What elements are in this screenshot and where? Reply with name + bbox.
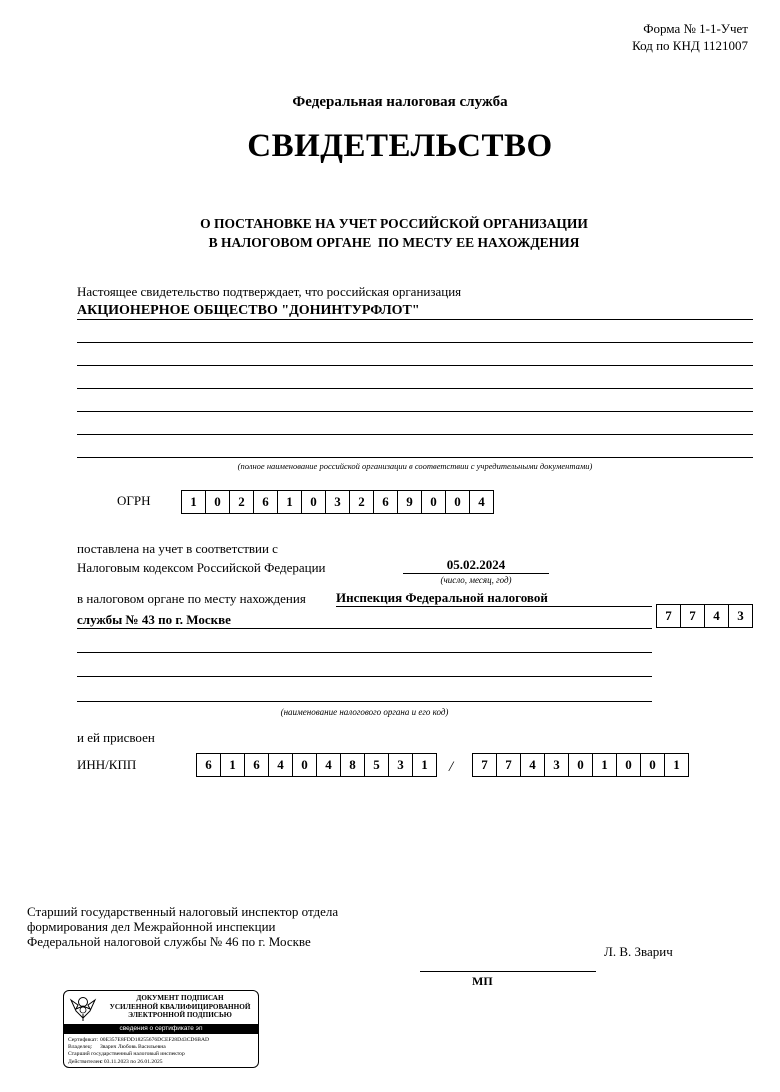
inn-kpp-label: ИНН/КПП [77, 757, 137, 772]
stamp-valid-value: с 03.11.2023 по 26.01.2025 [100, 1058, 163, 1065]
org-line-5 [77, 411, 753, 412]
kpp-digit: 1 [665, 754, 689, 776]
tax-office-line-1 [336, 606, 652, 607]
tax-office-name-1: Инспекция Федеральной налоговой [336, 590, 548, 605]
inn-digit: 5 [365, 754, 389, 776]
form-number: Форма № 1-1-Учет [643, 21, 748, 36]
inn-digit: 4 [269, 754, 293, 776]
ogrn-digit: 9 [398, 491, 422, 513]
registration-date: 05.02.2024 [446, 557, 506, 572]
kpp-digit: 3 [545, 754, 569, 776]
tax-office-code-digit: 4 [705, 605, 729, 627]
tax-office-line-3 [77, 652, 652, 653]
stamp-cert-label: Сертификат: [68, 1037, 99, 1043]
tax-office-code-digit: 7 [681, 605, 705, 627]
agency-name: Федеральная налоговая служба [292, 94, 508, 110]
kpp-digit: 7 [497, 754, 521, 776]
registered-line-1: поставлена на учет в соответствии с [77, 541, 278, 556]
tax-office-line-4 [77, 676, 652, 677]
inn-digit: 4 [317, 754, 341, 776]
org-line-6 [77, 434, 753, 435]
stamp-heading-2: УСИЛЕННОЙ КВАЛИФИЦИРОВАННОЙ [109, 1002, 251, 1011]
signer-title-2: формирования дел Межрайонной инспекции [27, 919, 276, 934]
tax-office-line-2 [77, 628, 652, 629]
inn-cells [196, 753, 437, 777]
inn-digit: 6 [245, 754, 269, 776]
date-line [403, 573, 549, 574]
subtitle-line-2: В НАЛОГОВОМ ОРГАНЕ ПО МЕСТУ ЕЕ НАХОЖДЕНИЯ [208, 235, 580, 250]
org-line-2 [77, 342, 753, 343]
emblem-icon [68, 994, 98, 1022]
tax-office-prefix: в налоговом органе по месту нахождения [77, 591, 306, 606]
kpp-digit: 4 [521, 754, 545, 776]
ogrn-digit: 2 [350, 491, 374, 513]
subtitle-line-1: О ПОСТАНОВКЕ НА УЧЕТ РОССИЙСКОЙ ОРГАНИЗАЦИИ [200, 216, 588, 231]
kpp-digit: 0 [641, 754, 665, 776]
intro-text: Настоящее свидетельство подтверждает, что российская организация [77, 284, 462, 299]
inn-digit: 1 [413, 754, 437, 776]
kpp-digit: 0 [569, 754, 593, 776]
e-signature-stamp [63, 990, 259, 1068]
stamp-cert-value: 00E357E8FDD18255676DCEF28D43CD6BAD [100, 1037, 210, 1043]
inn-digit: 6 [197, 754, 221, 776]
tax-office-caption: (наименование налогового органа и его код) [280, 707, 449, 717]
kpp-digit: 1 [593, 754, 617, 776]
stamp-valid-label: Действителен: [68, 1058, 103, 1065]
kpp-digit: 7 [473, 754, 497, 776]
org-line-7 [77, 457, 753, 458]
signer-name: Л. В. Зварич [604, 944, 673, 959]
tax-office-code-digit: 7 [657, 605, 681, 627]
org-line-3 [77, 365, 753, 366]
ogrn-label: ОГРН [117, 493, 151, 508]
stamp-cert-bar: сведения о сертификате эп [64, 1024, 258, 1034]
stamp-heading [104, 994, 256, 1020]
org-line-1 [77, 319, 753, 320]
ogrn-digit: 0 [206, 491, 230, 513]
ogrn-digit: 0 [446, 491, 470, 513]
inn-digit: 0 [293, 754, 317, 776]
stamp-position: Старший государственный налоговый инспектор [68, 1051, 185, 1058]
ogrn-digit: 4 [470, 491, 494, 513]
tax-office-code-cells [656, 604, 753, 628]
kpp-digit: 0 [617, 754, 641, 776]
mp-label: МП [472, 974, 493, 988]
ogrn-digit: 3 [326, 491, 350, 513]
stamp-owner-value: Зварич Любовь Васильевна [100, 1044, 166, 1051]
assigned-label: и ей присвоен [77, 730, 155, 745]
signer-title-1: Старший государственный налоговый инспектор отдела [27, 904, 339, 919]
ogrn-digit: 0 [422, 491, 446, 513]
knd-code: Код по КНД 1121007 [632, 38, 748, 53]
stamp-valid-row [68, 1059, 209, 1066]
org-caption: (полное наименование российской организации в соответствии с учредительными документами) [237, 461, 593, 471]
inn-digit: 3 [389, 754, 413, 776]
ogrn-digit: 6 [374, 491, 398, 513]
stamp-owner-label: Владелец: [68, 1044, 93, 1051]
ogrn-digit: 2 [230, 491, 254, 513]
stamp-heading-1: ДОКУМЕНТ ПОДПИСАН [136, 994, 224, 1002]
tax-office-code-digit: 3 [729, 605, 753, 627]
org-line-4 [77, 388, 753, 389]
date-caption: (число, месяц, год) [440, 575, 512, 585]
stamp-heading-3: ЭЛЕКТРОННОЙ ПОДПИСЬЮ [128, 1011, 232, 1019]
inn-digit: 8 [341, 754, 365, 776]
tax-office-name-2: службы № 43 по г. Москве [77, 612, 231, 627]
organization-name: АКЦИОНЕРНОЕ ОБЩЕСТВО "ДОНИНТУРФЛОТ" [77, 303, 420, 318]
inn-kpp-separator: / [449, 759, 454, 775]
stamp-details [68, 1037, 209, 1066]
signature-line [420, 971, 596, 972]
kpp-cells [472, 753, 689, 777]
ogrn-digit: 1 [278, 491, 302, 513]
ogrn-cells [181, 490, 494, 514]
ogrn-digit: 1 [182, 491, 206, 513]
signer-title-3: Федеральной налоговой службы № 46 по г. Москве [27, 934, 311, 949]
tax-office-line-5 [77, 701, 652, 702]
inn-digit: 1 [221, 754, 245, 776]
ogrn-digit: 0 [302, 491, 326, 513]
document-title: СВИДЕТЕЛЬСТВО [247, 128, 553, 164]
ogrn-digit: 6 [254, 491, 278, 513]
registered-line-2: Налоговым кодексом Российской Федерации [77, 560, 326, 575]
